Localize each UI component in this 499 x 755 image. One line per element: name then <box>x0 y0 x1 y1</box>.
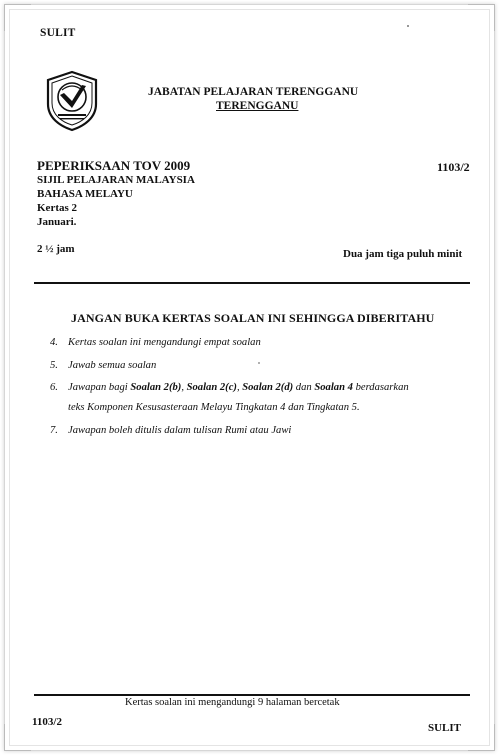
question-ref: Soalan 4 <box>314 382 353 393</box>
instruction-number: 5. <box>50 359 58 371</box>
page-count-note: Kertas soalan ini mengandungi 9 halaman bercetak <box>125 697 340 708</box>
frame-corner <box>468 4 495 31</box>
divider <box>34 282 470 284</box>
paper-code: 1103/2 <box>437 160 470 174</box>
instruction-number: 4. <box>50 337 58 348</box>
instruction-item <box>48 359 480 373</box>
classification-bottom: SULIT <box>428 722 462 734</box>
agency-state: TERENGGANU <box>216 100 299 112</box>
warning-heading: JANGAN BUKA KERTAS SOALAN INI SEHINGGA DIBERITAHU <box>71 311 435 325</box>
duration-words: Dua jam tiga puluh minit <box>343 248 463 260</box>
instruction-item <box>48 381 480 415</box>
instruction-text: Jawab semua soalan <box>68 359 157 371</box>
frame-corner <box>4 4 31 31</box>
instruction-continuation: teks Komponen Kesusasteraan Melayu Tingkatan 4 dan Tingkatan 5. <box>68 402 360 413</box>
question-ref: Soalan 2(c) <box>186 382 237 393</box>
frame-corner <box>468 724 495 751</box>
paper-number: Kertas 2 <box>37 202 78 214</box>
instruction-item <box>48 424 480 438</box>
exam-month: Januari. <box>37 216 77 228</box>
text-run: dan <box>293 382 315 393</box>
text-run: Jawapan bagi <box>68 382 131 393</box>
instruction-text <box>68 382 409 393</box>
certificate-name: SIJIL PELAJARAN MALAYSIA <box>37 174 195 186</box>
subject-name: BAHASA MELAYU <box>37 188 133 200</box>
classification-top: SULIT <box>40 27 76 39</box>
instruction-item <box>48 336 480 350</box>
agency-logo <box>44 70 100 132</box>
instruction-number: 7. <box>50 424 58 436</box>
exam-title: PEPERIKSAAN TOV 2009 <box>37 158 191 173</box>
instruction-text: Jawapan boleh ditulis dalam tulisan Rumi atau Jawi <box>68 424 292 436</box>
agency-name: JABATAN PELAJARAN TERENGGANU <box>148 86 359 98</box>
instructions-list <box>48 336 480 446</box>
text-run: , <box>236 382 243 393</box>
footer-paper-code: 1103/2 <box>32 716 62 728</box>
instruction-number: 6. <box>50 382 58 393</box>
instruction-text: Kertas soalan ini mengandungi empat soalan <box>68 337 261 348</box>
footer-divider <box>34 694 470 696</box>
text-run: berdasarkan <box>352 382 409 393</box>
scan-speck <box>407 25 409 27</box>
duration: 2 ½ jam <box>37 243 75 255</box>
text-run: , <box>181 382 187 393</box>
frame-corner <box>4 724 31 751</box>
question-ref: Soalan 2(b) <box>130 382 182 393</box>
question-ref: Soalan 2(d) <box>242 382 294 393</box>
